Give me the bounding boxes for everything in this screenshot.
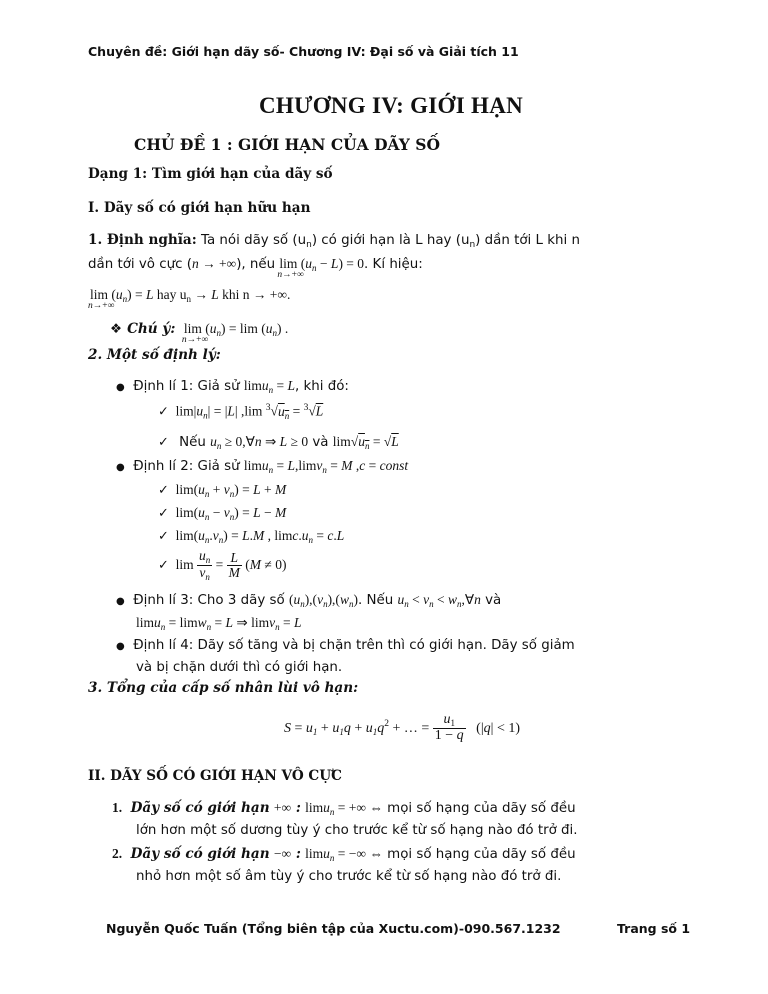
footer-author: Nguyễn Quốc Tuấn (Tổng biên tập của Xuctu.com)-090.567.1232	[106, 921, 561, 936]
limit-notation: lim n→+∞ $(u_n) = L$ hay $u_n \to L$ khi n → +∞.	[88, 287, 291, 311]
definition-label: 1. Định nghĩa:	[88, 232, 197, 248]
note-label: Chú ý:	[127, 321, 176, 337]
theorem2-item3: ✓ $\lim(u_n.v_n) = L.M$ , $\lim c.u_n = c.L$	[158, 528, 345, 545]
theorem4-line2: và bị chặn dưới thì có giới hạn.	[136, 660, 343, 675]
checkmark-icon: ✓	[158, 557, 169, 573]
section2-title: II. DÃY SỐ CÓ GIỚI HẠN VÔ CỰC	[88, 768, 342, 784]
type-heading: Dạng 1: Tìm giới hạn của dãy số	[88, 166, 333, 182]
theorem4: ● Định lí 4: Dãy số tăng và bị chặn trên thì có giới hạn. Dãy số giảm	[116, 638, 575, 653]
theorem2-item2: ✓ $\lim(u_n - v_n) = L - M$	[158, 505, 287, 522]
checkmark-icon: ✓	[158, 505, 169, 520]
infinite-limit-item2: 2. Dãy số có giới hạn −∞ : limu$_n$ = −∞ ⇔ mọi số hạng của dãy số đều	[112, 846, 576, 863]
theorem1: ● Định lí 1: Giả sử limu$_n$ = L, khi đó:	[116, 378, 349, 395]
infinite-limit-item1-line2: lớn hơn một số dương tùy ý cho trước kể từ số hạng nào đó trở đi.	[136, 823, 578, 838]
theorem1-item1: ✓ $\lim|u_n| = |L|$ ,lim $^3√u_n = ^3√L$	[158, 403, 324, 421]
checkmark-icon: ✓	[158, 403, 169, 419]
theorem2-item4: ✓ lim $\frac{u_n}{v_n}$ = $\frac{L}{M}$ (M ≠ 0)	[158, 548, 287, 583]
theorem3: ● Định lí 3: Cho 3 dãy số $(u_n),(v_n),(w_n)$. Nếu $u_n < v_n$ < $w_n,\forall n$ và	[116, 592, 502, 609]
topic-title: CHỦ ĐỀ 1 : GIỚI HẠN CỦA DÃY SỐ	[134, 135, 440, 154]
footer-page-number: Trang số 1	[617, 921, 691, 936]
bullet-icon: ●	[116, 382, 125, 393]
geometric-sum-formula: $S = u_1 + u_1q + u_1q^2$ + … = $\frac{u_1}{1 - q}$ (|q| < 1)	[284, 712, 521, 744]
note-line: ❖ Chú ý: lim n→+∞ $(u_n) = \lim (u_n)$ .	[110, 321, 289, 345]
bullet-icon: ●	[116, 596, 125, 607]
definition-line1: 1. Định nghĩa: Ta nói dãy số $(u_n)$ có giới hạn là L hay $(u_n)$ dần tới L khi n	[88, 232, 580, 250]
running-header: Chuyên đề: Giới hạn dãy số- Chương IV: Đại số và Giải tích 11	[88, 44, 519, 59]
theorem3-condition: limu$_n$ = limw$_n$ = L ⇒ limv$_n$ = L	[136, 615, 302, 632]
infinite-limit-item1: 1. Dãy số có giới hạn +∞ : limu$_n$ = +∞ ⇔ mọi số hạng của dãy số đều	[112, 800, 576, 817]
infinite-limit-item2-line2: nhỏ hơn một số âm tùy ý cho trước kể từ số hạng nào đó trở đi.	[136, 869, 562, 884]
diamond-bullet-icon: ❖	[110, 322, 123, 337]
theorem2-item1: ✓ $\lim(u_n + v_n) = L + M$	[158, 482, 287, 499]
chapter-title: CHƯƠNG IV: GIỚI HẠN	[259, 93, 524, 118]
section1-title: I. Dãy số có giới hạn hữu hạn	[88, 200, 311, 216]
theorem1-item2: ✓ Nếu $u_n$ ≥ 0,∀n ⇒ L ≥ 0 và $\lim√u_n = √L$	[158, 434, 399, 451]
checkmark-icon: ✓	[158, 482, 169, 497]
bullet-icon: ●	[116, 641, 125, 652]
theorems-title: 2. Một số định lý:	[88, 347, 221, 363]
theorem2: ● Định lí 2: Giả sử limu$_n$ = L,limv$_n$ = M ,c = const	[116, 458, 409, 475]
checkmark-icon: ✓	[158, 434, 169, 449]
definition-line2: dần tới vô cực (n → +∞), nếu lim n→+∞ $(u_n - L) = 0$. Kí hiệu:	[88, 256, 423, 280]
bullet-icon: ●	[116, 462, 125, 473]
geometric-series-title: 3. Tổng của cấp số nhân lùi vô hạn:	[88, 680, 359, 696]
checkmark-icon: ✓	[158, 528, 169, 543]
